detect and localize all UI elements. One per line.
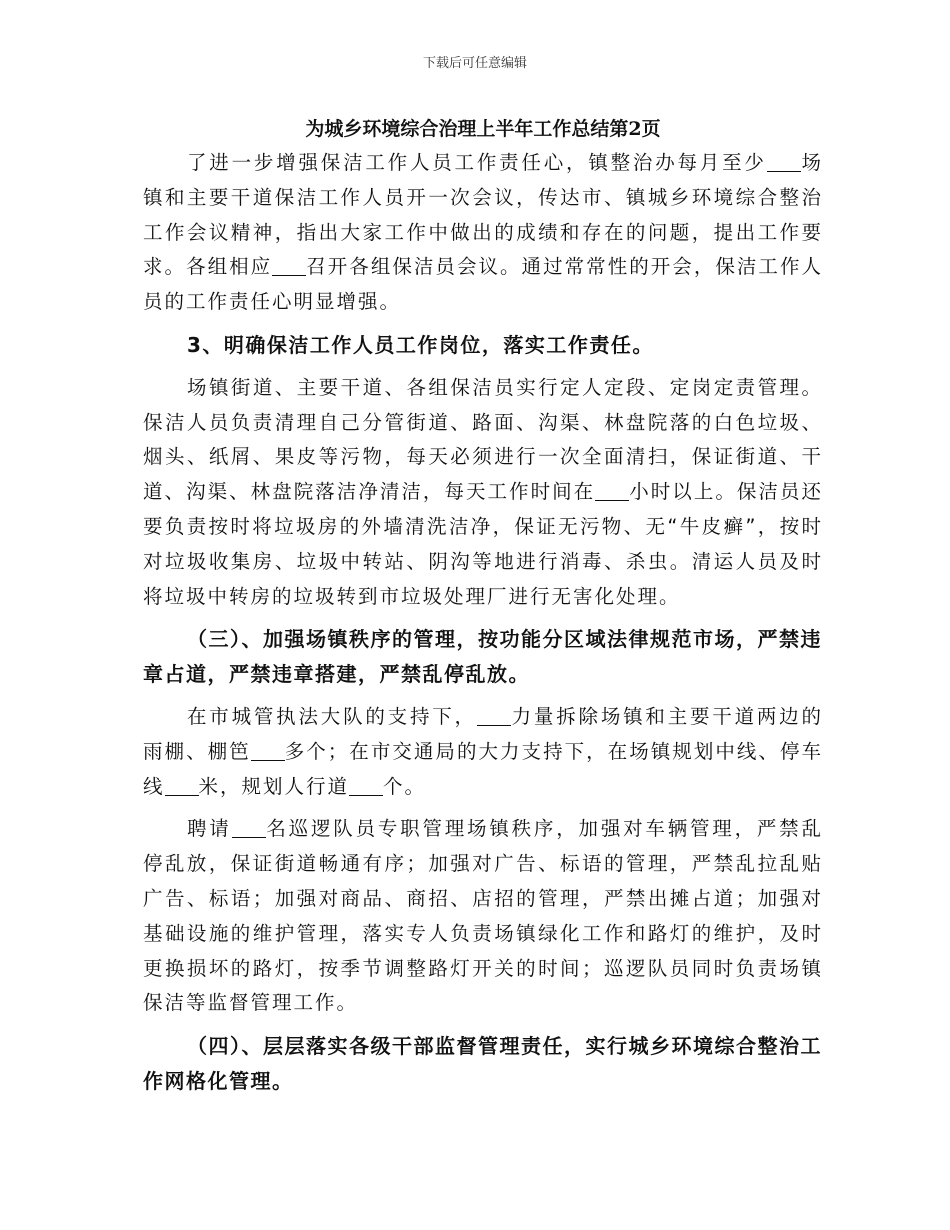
paragraph-text: 力量拆除场镇和主要干道两边的雨棚、棚笆 <box>143 704 823 763</box>
fill-in-blank <box>165 777 199 796</box>
fill-in-blank <box>477 707 511 726</box>
paragraph-text: 个。 <box>383 774 427 798</box>
fill-in-blank <box>595 482 629 501</box>
section-heading-san: （三）、加强场镇秩序的管理，按功能分区域法律规范市场，严禁违章占道，严禁违章搭建，严禁乱停乱放。 <box>143 627 822 687</box>
fill-in-blank <box>272 257 306 276</box>
fill-in-blank <box>349 777 383 796</box>
document-title: 为城乡环境综合治理上半年工作总结第2页 <box>305 118 661 140</box>
section-heading-si: （四）、层层落实各级干部监督管理责任，实行城乡环境综合整治工作网格化管理。 <box>143 1034 822 1093</box>
paragraph-text: 在市城管执法大队的支持下， <box>187 704 477 728</box>
paragraph-text: 小时以上。保洁员还要负责按时将垃圾房的外墙清洗洁净，保证无污物、无“牛皮癣”，按时对垃圾收集房、垃圾中转站、阴沟等地进行消毒、杀虫。清运人员及时将垃圾中转房的垃圾转到市垃圾处理厂进行无害化处理。 <box>143 480 823 608</box>
paragraph-text: 米，规划人行道 <box>198 774 350 798</box>
paragraph-cleaning-duties <box>143 371 823 615</box>
fill-in-blank <box>251 742 285 761</box>
document-body <box>143 112 823 1099</box>
paragraph-demolition <box>143 700 823 804</box>
fill-in-blank <box>767 153 801 172</box>
paragraph-text: 召开各组保洁员会议。通过常常性的开会，保洁工作人员的工作责任心明显增强。 <box>143 255 823 314</box>
paragraph-text: 了进一步增强保洁工作人员工作责任心，镇整治办每月至少 <box>187 151 767 174</box>
paragraph-text: 名巡逻队员专职管理场镇秩序，加强对车辆管理，严禁乱停乱放，保证街道畅通有序；加强对广告、标语的管理，严禁乱拉乱贴广告、标语；加强对商品、商招、店招的管理，严禁出摊占道；加强对基础设施的维护管理，落实专人负责场镇绿化工作和路灯的维护，及时更换损坏的路灯，按季节调整路灯开关的时间；巡逻队员同时负责场镇保洁等监督管理工作。 <box>143 817 823 1015</box>
header-watermark: 下载后可任意编辑 <box>422 56 527 71</box>
paragraph-text: 多个；在市交通局的大力支持下，在场镇规划中线、停车线 <box>143 739 823 798</box>
paragraph-patrol <box>143 812 823 1021</box>
paragraph-meetings <box>143 146 823 320</box>
paragraph-text: 场镇和主要干道保洁工作人员开一次会议，传达市、镇城乡环境综合整治工作会议精神，指出大家工作中做出的成绩和存在的问题，提出工作要求。各组相应 <box>143 151 823 279</box>
paragraph-text: 场镇街道、主要干道、各组保洁员实行定人定段、定岗定责管理。保洁人员负责清理自己分管街道、路面、沟渠、林盘院落的白色垃圾、烟头、纸屑、果皮等污物，每天必须进行一次全面清扫，保证街道、干道、沟渠、林盘院落洁净清洁，每天工作时间在 <box>143 375 823 504</box>
section-heading-3: 3、明确保洁工作人员工作岗位，落实工作责任。 <box>187 332 654 357</box>
paragraph-text: 聘请 <box>187 817 232 841</box>
fill-in-blank <box>232 819 266 838</box>
